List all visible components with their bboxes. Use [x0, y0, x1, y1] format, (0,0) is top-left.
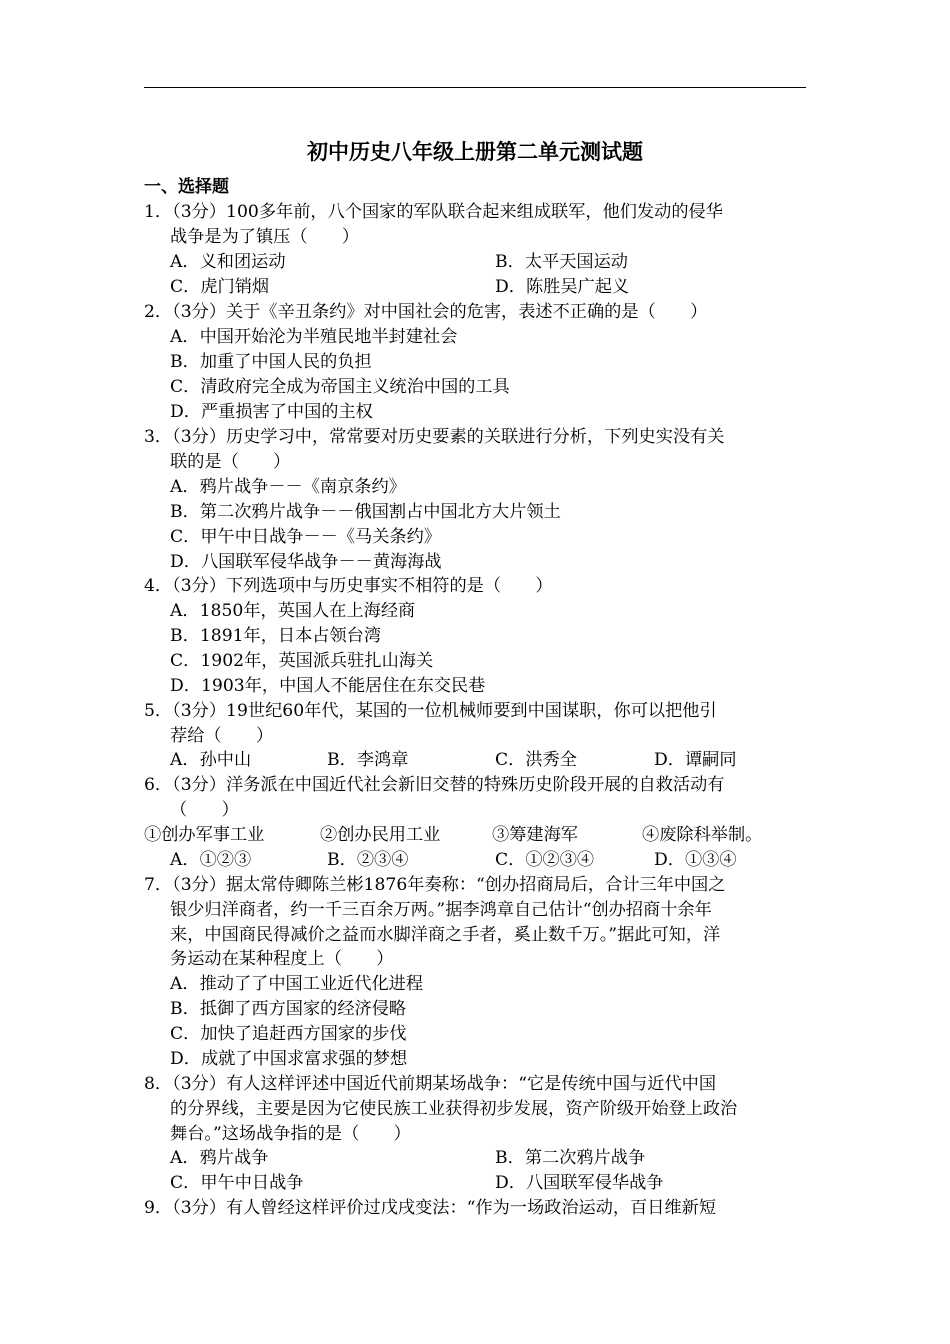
question-6-item-2: ②创办民用工业	[320, 825, 441, 845]
question-7-stem-line-3: 来，中国商民得减价之益而水脚洋商之手者，奚止数千万。”据此可知，洋	[170, 925, 721, 945]
question-6-stem-line-2: （ ）	[170, 800, 239, 820]
question-4-option-b[interactable]: B．1891年，日本占领台湾	[170, 626, 382, 646]
question-7-option-a[interactable]: A．推动了了中国工业近代化进程	[170, 974, 424, 994]
question-3-option-c[interactable]: C．甲午中日战争－－《马关条约》	[170, 527, 441, 547]
question-8-stem-line-1: 8．（3分）有人这样评述中国近代前期某场战争：“它是传统中国与近代中国	[144, 1074, 717, 1094]
question-7-option-b[interactable]: B．抵御了西方国家的经济侵略	[170, 999, 407, 1019]
question-1-option-b[interactable]: B．太平天国运动	[495, 252, 628, 272]
question-7-stem-line-1: 7．（3分）据太常侍卿陈兰彬1876年奏称：“创办招商局后，合计三年中国之	[144, 875, 726, 895]
question-6-option-d[interactable]: D．①③④	[654, 850, 737, 870]
question-1-option-d[interactable]: D．陈胜吴广起义	[495, 277, 630, 297]
header-rule	[144, 87, 806, 88]
question-6-item-4: ④废除科举制。	[642, 825, 763, 845]
question-3-option-b[interactable]: B．第二次鸦片战争－－俄国割占中国北方大片领土	[170, 502, 561, 522]
question-2-option-b[interactable]: B．加重了中国人民的负担	[170, 352, 372, 372]
question-8-stem-line-3: 舞台。”这场战争指的是（ ）	[170, 1124, 411, 1144]
question-5-option-b[interactable]: B．李鸿章	[327, 750, 409, 770]
question-4-stem-line-1: 4．（3分）下列选项中与历史事实不相符的是（ ）	[144, 576, 553, 596]
question-3-option-a[interactable]: A．鸦片战争－－《南京条约》	[170, 477, 406, 497]
question-7-option-c[interactable]: C．加快了追赶西方国家的步伐	[170, 1024, 407, 1044]
question-5-option-a[interactable]: A．孙中山	[170, 750, 252, 770]
question-5-option-d[interactable]: D．谭嗣同	[654, 750, 737, 770]
question-4-option-d[interactable]: D．1903年，中国人不能居住在东交民巷	[170, 676, 486, 696]
question-5-option-c[interactable]: C．洪秀全	[495, 750, 577, 770]
question-6-option-b[interactable]: B．②③④	[327, 850, 409, 870]
question-2-option-d[interactable]: D．严重损害了中国的主权	[170, 402, 373, 422]
question-7-stem-line-4: 务运动在某种程度上（ ）	[170, 949, 394, 969]
question-1-stem-line-2: 战争是为了镇压（ ）	[170, 227, 360, 247]
question-3-stem-line-1: 3．（3分）历史学习中，常常要对历史要素的关联进行分析，下列史实没有关	[144, 427, 725, 447]
section-heading: 一、选择题	[144, 177, 229, 197]
question-6-item-1: ①创办军事工业	[144, 825, 265, 845]
question-5-stem-line-1: 5．（3分）19世纪60年代，某国的一位机械师要到中国谋职，你可以把他引	[144, 701, 717, 721]
question-8-option-c[interactable]: C．甲午中日战争	[170, 1173, 304, 1193]
question-1-stem-line-1: 1．（3分）100多年前，八个国家的军队联合起来组成联军，他们发动的侵华	[144, 202, 723, 222]
question-1-option-c[interactable]: C．虎门销烟	[170, 277, 270, 297]
question-4-option-c[interactable]: C．1902年，英国派兵驻扎山海关	[170, 651, 434, 671]
question-1-option-a[interactable]: A．义和团运动	[170, 252, 286, 272]
question-7-stem-line-2: 银少归洋商者，约一千三百余万两。”据李鸿章自己估计“创办招商十余年	[170, 900, 712, 920]
question-6-stem-line-1: 6．（3分）洋务派在中国近代社会新旧交替的特殊历史阶段开展的自救活动有	[144, 775, 725, 795]
question-8-stem-line-2: 的分界线，主要是因为它使民族工业获得初步发展，资产阶级开始登上政治	[170, 1099, 738, 1119]
question-8-option-d[interactable]: D．八国联军侵华战争	[495, 1173, 664, 1193]
question-6-item-3: ③筹建海军	[492, 825, 578, 845]
question-2-option-a[interactable]: A．中国开始沦为半殖民地半封建社会	[170, 327, 458, 347]
question-8-option-b[interactable]: B．第二次鸦片战争	[495, 1148, 646, 1168]
question-7-option-d[interactable]: D．成就了中国求富求强的梦想	[170, 1049, 408, 1069]
question-5-stem-line-2: 荐给（ ）	[170, 726, 274, 746]
question-4-option-a[interactable]: A．1850年，英国人在上海经商	[170, 601, 416, 621]
question-6-option-c[interactable]: C．①②③④	[495, 850, 595, 870]
question-3-option-d[interactable]: D．八国联军侵华战争－－黄海海战	[170, 552, 442, 572]
question-6-option-a[interactable]: A．①②③	[170, 850, 252, 870]
page-title: 初中历史八年级上册第二单元测试题	[307, 140, 643, 164]
question-9-stem-line-1: 9．（3分）有人曾经这样评价过戊戌变法：“作为一场政治运动，百日维新短	[144, 1198, 717, 1218]
question-2-stem-line-1: 2．（3分）关于《辛丑条约》对中国社会的危害，表述不正确的是（ ）	[144, 302, 708, 322]
question-8-option-a[interactable]: A．鸦片战争	[170, 1148, 269, 1168]
question-2-option-c[interactable]: C．清政府完全成为帝国主义统治中国的工具	[170, 377, 510, 397]
question-3-stem-line-2: 联的是（ ）	[170, 452, 291, 472]
